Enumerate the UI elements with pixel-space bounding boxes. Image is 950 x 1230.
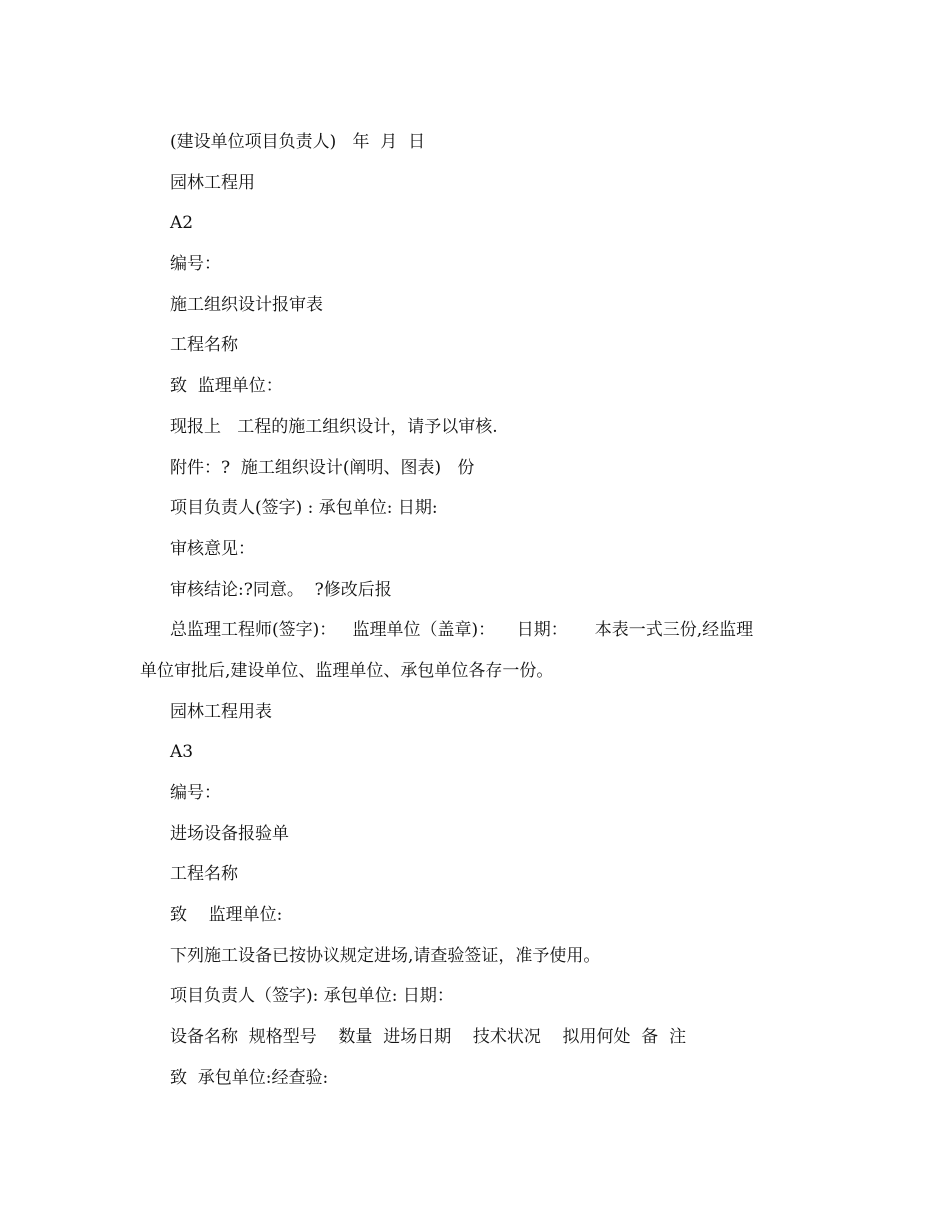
- review-conclusion-line: 审核结论:?同意。 ?修改后报: [170, 579, 392, 600]
- form-number-label: 编号：: [170, 254, 221, 275]
- submission-text: 现报上 工程的施工组织设计，请予以审核.: [170, 416, 498, 437]
- equipment-table-header: 设备名称 规格型号 数量 进场日期 技术状况 拟用何处 备 注: [170, 1027, 687, 1048]
- review-opinion-label: 审核意见：: [170, 538, 255, 559]
- form-category: 园林工程用: [170, 172, 255, 193]
- attachment-line: 附件：? 施工组织设计(阐明、图表) 份: [170, 457, 475, 478]
- form-code: A3: [170, 742, 194, 763]
- form-category: 园林工程用表: [170, 701, 272, 722]
- project-name-label: 工程名称: [170, 864, 238, 885]
- equipment-statement: 下列施工设备已按协议规定进场,请查验签证，准予使用。: [170, 945, 601, 966]
- distribution-note: 单位审批后,建设单位、监理单位、承包单位各存一份。: [140, 660, 554, 681]
- form-title: 进场设备报验单: [170, 823, 289, 844]
- form-title: 施工组织设计报审表: [170, 294, 323, 315]
- form-number-label: 编号：: [170, 783, 221, 803]
- chief-engineer-signature-line: 总监理工程师(签字)： 监理单位（盖章)： 日期： 本表一式三份,经监理: [170, 620, 754, 641]
- signature-date-line: (建设单位项目负责人) 年 月 日: [170, 132, 426, 152]
- inspection-line: 致 承包单位:经查验:: [170, 1067, 329, 1088]
- form-code: A2: [170, 213, 194, 234]
- signature-line: 项目负责人（签字): 承包单位: 日期：: [170, 986, 454, 1007]
- project-name-label: 工程名称: [170, 335, 238, 356]
- addressee-line: 致 监理单位：: [170, 376, 283, 397]
- document-body: [140, 128, 820, 1105]
- signature-line: 项目负责人(签字) : 承包单位: 日期:: [170, 498, 438, 519]
- addressee-line: 致 监理单位:: [170, 905, 283, 926]
